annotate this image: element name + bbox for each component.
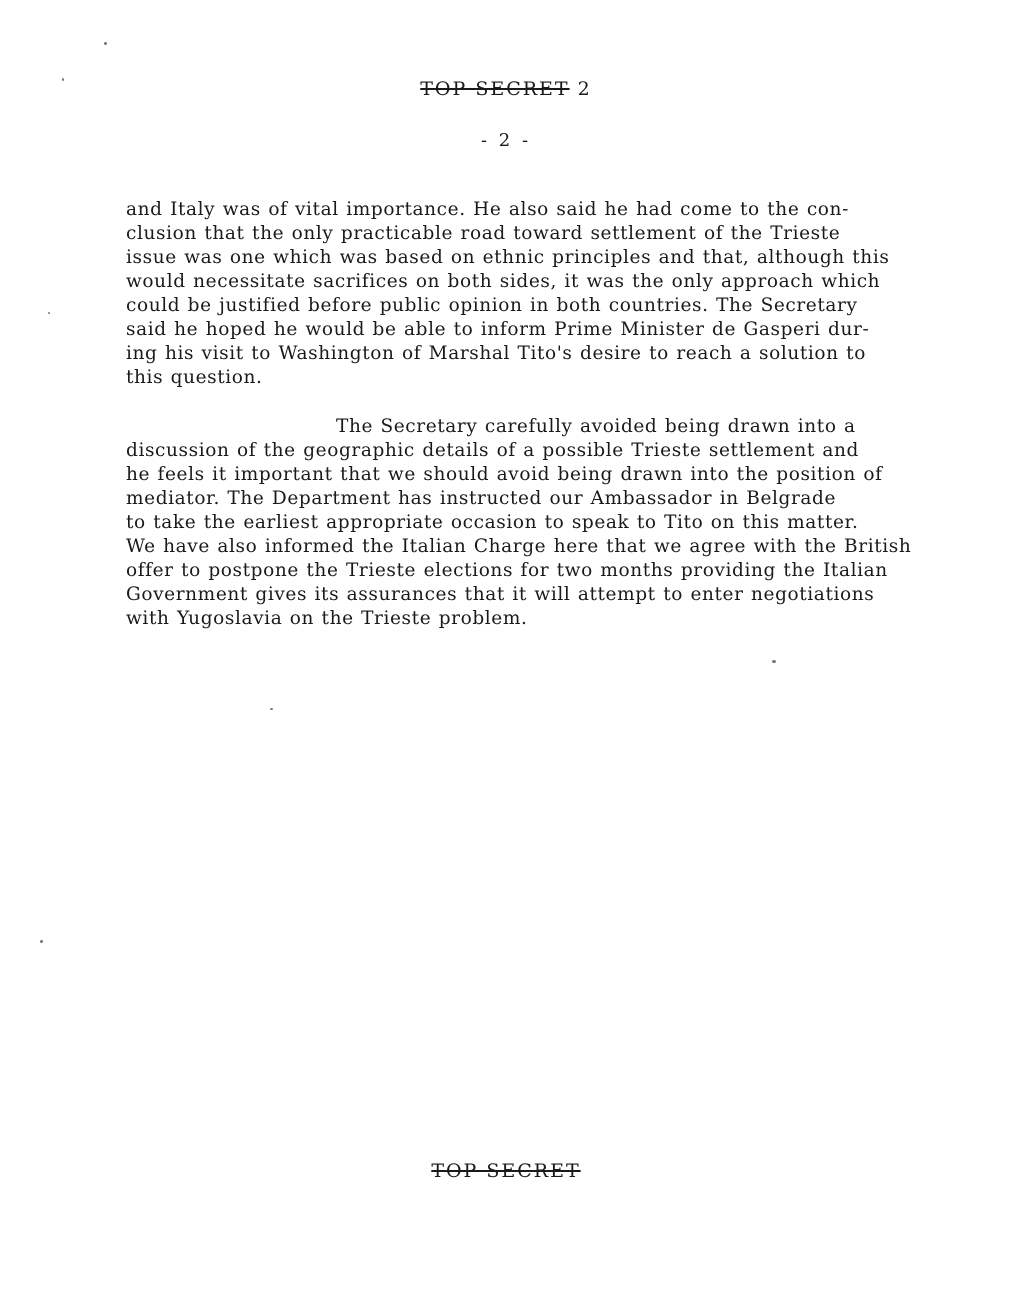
text-line: with Yugoslavia on the Trieste problem.: [126, 608, 528, 629]
paragraph-2: [126, 415, 956, 631]
scan-speck: [48, 312, 50, 314]
bottom-classification-marking: TOP SECRET: [431, 1160, 581, 1182]
text-line: would necessitate sacrifices on both sides, it was the only approach which: [126, 271, 881, 292]
struck-classification-text: TOP SECRET: [420, 78, 570, 100]
text-line: to take the earliest appropriate occasion to speak to Tito on this matter.: [126, 512, 859, 533]
text-line: he feels it important that we should avoid being drawn into the position of: [126, 464, 883, 485]
classification-suffix: 2: [577, 78, 592, 100]
text-line: and Italy was of vital importance. He also said he had come to the con-: [126, 199, 849, 220]
text-line: this question.: [126, 367, 263, 388]
text-line: We have also informed the Italian Charge here that we agree with the British: [126, 536, 912, 557]
text-line: clusion that the only practicable road toward settlement of the Trieste: [126, 223, 841, 244]
scan-speck: [104, 42, 107, 45]
text-line: offer to postpone the Trieste elections for two months providing the Italian: [126, 560, 888, 581]
scan-speck: [40, 940, 43, 943]
text-line: Government gives its assurances that it will attempt to enter negotiations: [126, 584, 875, 605]
text-line: could be justified before public opinion in both countries. The Secretary: [126, 295, 858, 316]
text-line: ing his visit to Washington of Marshal Tito's desire to reach a solution to: [126, 343, 866, 364]
scan-speck: [270, 708, 273, 710]
scan-speck: [62, 78, 64, 81]
scan-speck: [772, 660, 776, 663]
text-line: The Secretary carefully avoided being drawn into a: [336, 416, 856, 437]
text-line: mediator. The Department has instructed our Ambassador in Belgrade: [126, 488, 837, 509]
page-number: - 2 -: [480, 130, 532, 151]
text-line: issue was one which was based on ethnic principles and that, although this: [126, 247, 890, 268]
top-classification-marking: [0, 78, 1012, 100]
paragraph-1: [126, 198, 956, 390]
text-line: said he hoped he would be able to inform Prime Minister de Gasperi dur-: [126, 319, 870, 340]
text-line: discussion of the geographic details of a possible Trieste settlement and: [126, 440, 859, 461]
